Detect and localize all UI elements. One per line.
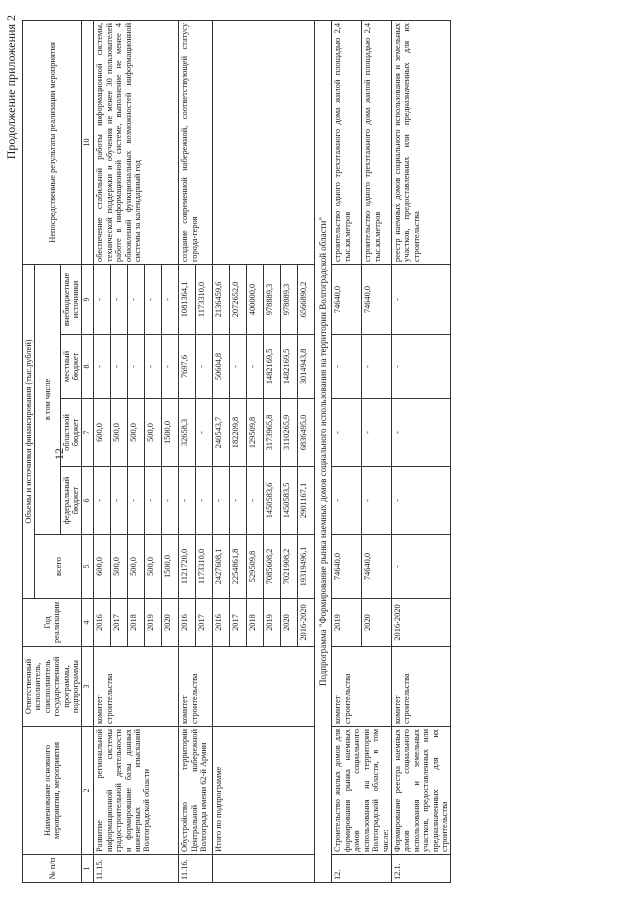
total-cell: 1173310,0 — [196, 535, 213, 599]
subtotal-label: Итого по подпрограмме — [213, 727, 315, 855]
fed-cell: 1450583,5 — [281, 467, 298, 535]
row-number: 11.16. — [179, 855, 213, 883]
col-number: 8 — [82, 335, 94, 399]
year-cell: 2019 — [332, 599, 362, 647]
fed-cell: - — [247, 467, 264, 535]
result-cell: строительство одного трехэтажного дома жилой площадью 2,4 тыс.кв.метров — [362, 20, 392, 264]
header-exec: Ответственный исполнитель, соисполнитель государственной программы, подпрограммы — [23, 647, 82, 727]
fed-cell: - — [362, 467, 392, 535]
header-row-1 — [23, 20, 35, 882]
year-cell: 2017 — [196, 599, 213, 647]
year-cell: 2016 — [213, 599, 230, 647]
executor: комитет строительства — [332, 647, 391, 727]
ext-cell: 2136459,6 — [213, 264, 230, 334]
fed-cell: - — [145, 467, 162, 535]
executor: комитет строительства — [94, 647, 179, 727]
reg-cell: 500,0 — [128, 399, 145, 467]
fed-cell: 2901167,1 — [298, 467, 315, 535]
executor: комитет строительства — [179, 647, 213, 727]
header-reg: областной бюджет — [60, 399, 82, 467]
col-number: 1 — [82, 855, 94, 883]
header-loc: местный бюджет — [60, 335, 82, 399]
reg-cell: 3173965,8 — [264, 399, 281, 467]
year-cell: 2020 — [162, 599, 179, 647]
result-cell: строительство одного трехэтажного дома жилой площадью 2,4 тыс.кв.метров — [332, 20, 362, 264]
fed-cell: - — [162, 467, 179, 535]
total-cell: 2254861,8 — [230, 535, 247, 599]
fed-cell: - — [179, 467, 196, 535]
measure-name: Формирование реестра наемных домов социального использования и земельных участков, предоставленных или предназначенных для их строительства — [391, 727, 450, 855]
reg-cell: - — [362, 399, 392, 467]
total-cell: 7085608,2 — [264, 535, 281, 599]
loc-cell: 1482169,5 — [264, 335, 281, 399]
measure-name: Обустройство территории Центральной набережной Волгограда имени 62-й Армии — [179, 727, 213, 855]
header-funding: Объемы и источники финансирования (тыс.рублей) — [23, 264, 35, 598]
row-number: 12. — [332, 855, 391, 883]
year-cell: 2016 — [179, 599, 196, 647]
ext-cell: - — [94, 264, 111, 334]
fed-cell: - — [196, 467, 213, 535]
column-numbers-row — [82, 20, 94, 882]
fed-cell: - — [94, 467, 111, 535]
reg-cell: 240543,7 — [213, 399, 230, 467]
year-cell: 2019 — [145, 599, 162, 647]
ext-cell: 978889,3 — [264, 264, 281, 334]
col-number: 3 — [82, 647, 94, 727]
loc-cell: - — [196, 335, 213, 399]
reg-cell: 1500,0 — [162, 399, 179, 467]
total-cell: 600,0 — [94, 535, 111, 599]
fed-cell: - — [391, 467, 450, 535]
loc-cell: - — [247, 335, 264, 399]
year-cell: 2017 — [230, 599, 247, 647]
executor: комитет строительства — [391, 647, 450, 727]
fed-cell: - — [332, 467, 362, 535]
header-fed: федеральный бюджет — [60, 467, 82, 535]
loc-cell: 1482169,5 — [281, 335, 298, 399]
total-cell: 1500,0 — [162, 535, 179, 599]
total-cell: 74640,0 — [362, 535, 392, 599]
table-row — [94, 20, 111, 882]
ext-cell: - — [111, 264, 128, 334]
table-row — [179, 20, 196, 882]
ext-cell: 6566890,2 — [298, 264, 315, 334]
year-cell: 2016-2020 — [298, 599, 315, 647]
year-cell: 2016 — [94, 599, 111, 647]
loc-cell: - — [162, 335, 179, 399]
measure-name: Строительство жилых домов для формирования рынка наемных домов социального использования на территории Волгоградской области, в том числе: — [332, 727, 391, 855]
loc-cell: - — [111, 335, 128, 399]
reg-cell: 500,0 — [111, 399, 128, 467]
ext-cell: 74640,0 — [362, 264, 392, 334]
col-number: 9 — [82, 264, 94, 334]
fed-cell: 1450583,6 — [264, 467, 281, 535]
reg-cell: - — [196, 399, 213, 467]
loc-cell: - — [362, 335, 392, 399]
fed-cell: - — [111, 467, 128, 535]
year-cell: 2016-2020 — [391, 599, 450, 647]
reg-cell: - — [391, 399, 450, 467]
result-cell: обеспечение стабильной работы информационной системы, технической поддержки и обучения не менее 30 пользователей работе в информационной системе, выполнение не менее 4 обновлений функциональных возможностей информационной системы за календарный год — [94, 20, 179, 264]
ext-cell: - — [391, 264, 450, 334]
year-cell: 2020 — [362, 599, 392, 647]
loc-cell: - — [145, 335, 162, 399]
reg-cell: - — [332, 399, 362, 467]
ext-cell: 1081364,1 — [179, 264, 196, 334]
col-number: 2 — [82, 727, 94, 855]
total-cell: 529509,8 — [247, 535, 264, 599]
table-row — [391, 20, 450, 882]
fed-cell: - — [128, 467, 145, 535]
table-row — [332, 20, 362, 882]
col-number: 7 — [82, 399, 94, 467]
fed-cell: - — [230, 467, 247, 535]
header-year: Год реализации — [23, 599, 82, 647]
fed-cell: - — [213, 467, 230, 535]
header-result: Непосредственные результаты реализации мероприятия — [23, 20, 82, 264]
total-cell: 2427608,1 — [213, 535, 230, 599]
total-cell: 500,0 — [128, 535, 145, 599]
ext-cell: - — [128, 264, 145, 334]
result-cell: создание современной набережной, соответствующей статусу города-героя — [179, 20, 213, 264]
year-cell: 2018 — [247, 599, 264, 647]
ext-cell: - — [162, 264, 179, 334]
col-number: 10 — [82, 20, 94, 264]
table-row — [213, 20, 230, 882]
result-cell: реестр наемных домов социального использования и земельных участков, предоставленных или предназначенных для их строительства — [391, 20, 450, 264]
subprogram-row — [315, 20, 332, 882]
ext-cell: 978889,3 — [281, 264, 298, 334]
col-number: 6 — [82, 467, 94, 535]
year-cell: 2017 — [111, 599, 128, 647]
loc-cell: - — [230, 335, 247, 399]
measure-name: Развитие региональной информационной системы градостроительной деятельности и формирование базы данных инженерных изысканий Волгоградской области — [94, 727, 179, 855]
program-table — [22, 20, 451, 883]
row-number: 11.15. — [94, 855, 179, 883]
total-cell: 1121720,0 — [179, 535, 196, 599]
reg-cell: 182209,8 — [230, 399, 247, 467]
header-no: № п/п — [23, 855, 82, 883]
col-number: 4 — [82, 599, 94, 647]
ext-cell: 1173310,0 — [196, 264, 213, 334]
ext-cell: 74640,0 — [332, 264, 362, 334]
row-number: 12.1. — [391, 855, 450, 883]
loc-cell: 50604,8 — [213, 335, 230, 399]
reg-cell: 500,0 — [145, 399, 162, 467]
header-total: всего — [35, 535, 82, 599]
year-cell: 2019 — [264, 599, 281, 647]
loc-cell: - — [128, 335, 145, 399]
total-cell: - — [391, 535, 450, 599]
total-cell: 500,0 — [111, 535, 128, 599]
reg-cell: 3110265,9 — [281, 399, 298, 467]
ext-cell: 2072652,0 — [230, 264, 247, 334]
header-name: Наименование основного мероприятия, мероприятия — [23, 727, 82, 855]
header-in-that: в том числе — [35, 264, 60, 534]
reg-cell: 32658,3 — [179, 399, 196, 467]
subprogram-title: Подпрограмма "Формирование рынка наемных домов социального использования на территории Волгоградской области" — [315, 20, 332, 882]
year-cell: 2020 — [281, 599, 298, 647]
loc-cell: - — [391, 335, 450, 399]
header-ext: внебюджетные источники — [60, 264, 82, 334]
ext-cell: - — [145, 264, 162, 334]
loc-cell: - — [94, 335, 111, 399]
loc-cell: 7697,6 — [179, 335, 196, 399]
total-cell: 7021908,2 — [281, 535, 298, 599]
reg-cell: 600,0 — [94, 399, 111, 467]
continuation-label: Продолжение приложения 2 — [4, 15, 18, 160]
reg-cell: 6836495,0 — [298, 399, 315, 467]
total-cell: 500,0 — [145, 535, 162, 599]
reg-cell: 129509,8 — [247, 399, 264, 467]
total-cell: 74640,0 — [332, 535, 362, 599]
year-cell: 2018 — [128, 599, 145, 647]
page-number: 12 — [52, 448, 66, 460]
loc-cell: - — [332, 335, 362, 399]
ext-cell: 400000,0 — [247, 264, 264, 334]
total-cell: 19319496,1 — [298, 535, 315, 599]
loc-cell: 3014943,8 — [298, 335, 315, 399]
col-number: 5 — [82, 535, 94, 599]
